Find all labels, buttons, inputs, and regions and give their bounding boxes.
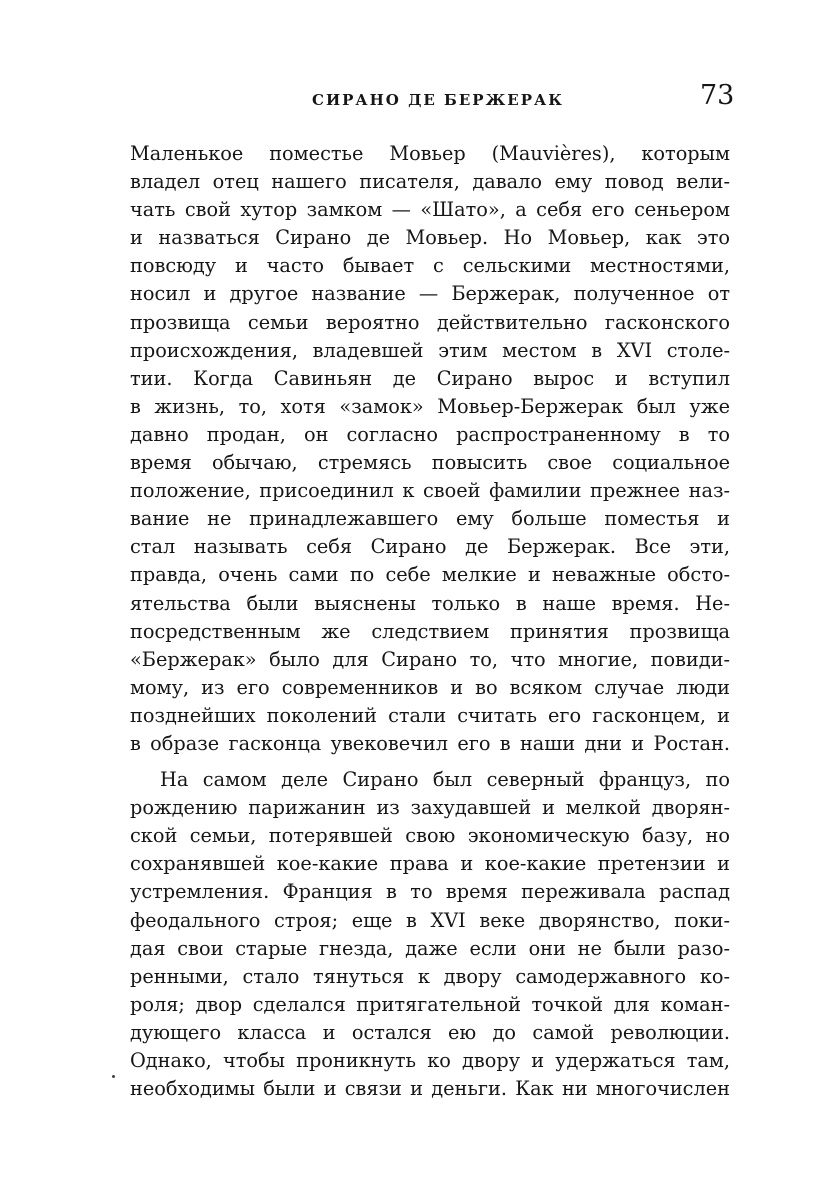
text-line: в образе гасконца увековечил его в наши дни и Ростан. bbox=[130, 731, 730, 755]
text-line: ренными, стало тянуться к двору самодержавного ко- bbox=[130, 964, 730, 988]
page-number: 73 bbox=[700, 80, 735, 111]
text-line: «Бержерак» было для Сирано то, что многие, повиди- bbox=[130, 647, 730, 671]
text-line: прозвища семьи вероятно действительно гасконского bbox=[130, 310, 730, 334]
text-line: роля; двор сделался притягательной точкой для коман- bbox=[130, 992, 730, 1016]
text-line: давно продан, он согласно распространенному в то bbox=[130, 422, 730, 446]
text-line: носил и другое название — Бержерак, полученное от bbox=[130, 282, 730, 306]
text-line: дая свои старые гнезда, даже если они не были разо- bbox=[130, 936, 730, 960]
running-title: СИРАНО ДЕ БЕРЖЕРАК bbox=[312, 91, 564, 109]
paragraph-2 bbox=[130, 766, 730, 1103]
text-line: необходимы были и связи и деньги. Как ни многочислен bbox=[130, 1077, 730, 1101]
text-line: происхождения, владевшей этим местом в XVI столе- bbox=[130, 338, 730, 362]
text-line: владел отец нашего писателя, давало ему повод вели- bbox=[130, 170, 730, 194]
text-line: время обычаю, стремясь повысить свое социальное bbox=[130, 451, 730, 475]
text-line: стал называть себя Сирано де Бержерак. Все эти, bbox=[130, 535, 730, 559]
text-line: На самом деле Сирано был северный француз, по bbox=[160, 768, 730, 792]
text-line: положение, присоединил к своей фамилии прежнее наз- bbox=[130, 479, 730, 503]
text-line: дующего класса и остался ею до самой революции. bbox=[130, 1020, 730, 1044]
text-line: тии. Когда Савиньян де Сирано вырос и вступил bbox=[130, 366, 730, 390]
text-line: позднейших поколений стали считать его гасконцем, и bbox=[130, 703, 730, 727]
text-line: сохранявшей кое-какие права и кое-какие претензии и bbox=[130, 852, 730, 876]
text-line: в жизнь, то, хотя «замок» Мовьер-Бержерак был уже bbox=[130, 394, 730, 418]
text-line: рождению парижанин из захудавшей и мелкой дворян- bbox=[130, 796, 730, 820]
text-line: правда, очень сами по себе мелкие и неважные обсто- bbox=[130, 563, 730, 587]
text-line: ятельства были выяснены только в наше время. Не- bbox=[130, 591, 730, 615]
print-speck bbox=[112, 1075, 115, 1078]
text-line: Однако, чтобы проникнуть ко двору и удержаться там, bbox=[130, 1049, 730, 1072]
text-line: чать свой хутор замком — «Шато», а себя его сеньером bbox=[130, 198, 730, 222]
text-line: посредственным же следствием принятия прозвища bbox=[130, 619, 730, 643]
text-line: и назваться Сирано де Мовьер. Но Мовьер, как это bbox=[130, 226, 730, 250]
text-line: феодального строя; еще в XVI веке дворянство, поки- bbox=[130, 908, 730, 932]
text-line: Маленькое поместье Мовьер (Mauvières), которым bbox=[130, 142, 730, 165]
body-text bbox=[130, 140, 730, 1103]
text-line: ской семьи, потерявшей свою экономическую базу, но bbox=[130, 824, 730, 848]
text-line: мому, из его современников и во всяком случае люди bbox=[130, 675, 730, 699]
text-line: устремления. Франция в то время переживала распад bbox=[130, 880, 730, 904]
text-line: повсюду и часто бывает с сельскими местностями, bbox=[130, 254, 730, 278]
text-line: вание не принадлежавшего ему больше поместья и bbox=[130, 507, 730, 531]
paragraph-1 bbox=[130, 140, 730, 758]
